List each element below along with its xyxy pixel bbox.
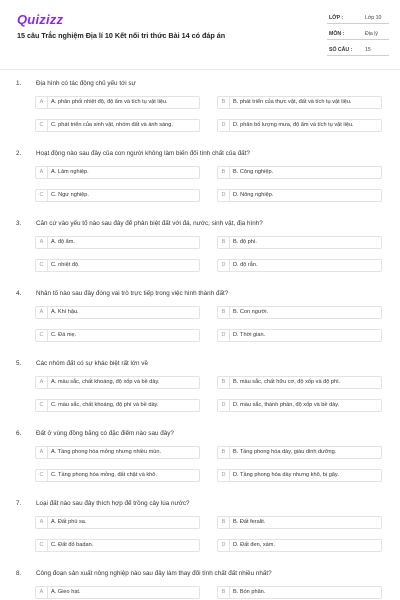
- option-letter-c: C: [36, 260, 48, 271]
- option-letter-b: B: [218, 377, 230, 388]
- answer-option-a[interactable]: [35, 96, 200, 109]
- option-letter-a: A: [36, 307, 48, 318]
- option-text: D. phân bố lượng mưa, độ ẩm và tích tụ vật liệu.: [233, 122, 354, 128]
- option-text: C. Ngư nghiệp.: [51, 192, 89, 198]
- answer-option-a[interactable]: [35, 516, 200, 529]
- option-text: B. Tầng phong hóa dày, giàu dinh dưỡng.: [233, 449, 337, 455]
- meta-label: MÔN :: [329, 31, 345, 37]
- question-number: 1.: [16, 80, 22, 87]
- question-list: [0, 80, 400, 600]
- option-text: C. Tầng phong hóa mỏng, đất chặt và khô.: [51, 472, 157, 478]
- option-text: B. Công nghiệp.: [233, 169, 274, 175]
- question-text: Loại đất nào sau đây thích hợp để trồng cây lúa nước?: [36, 500, 190, 507]
- answer-option-c[interactable]: [35, 399, 200, 412]
- answer-option-b[interactable]: [217, 96, 382, 109]
- option-text: D. màu sắc, thành phần, độ xốp và bề dày.: [233, 402, 340, 408]
- question-item: [0, 500, 400, 570]
- option-letter-a: A: [36, 167, 48, 178]
- option-letter-b: B: [218, 237, 230, 248]
- option-text: A. Khí hậu.: [51, 309, 79, 315]
- option-text: D. Thời gian.: [233, 332, 266, 338]
- answer-option-d[interactable]: [217, 469, 382, 482]
- answer-option-d[interactable]: [217, 329, 382, 342]
- meta-row-count: [327, 44, 389, 56]
- answer-option-d[interactable]: [217, 399, 382, 412]
- option-text: C. Đá mẹ.: [51, 332, 77, 338]
- question-item: [0, 290, 400, 360]
- option-letter-c: C: [36, 190, 48, 201]
- option-letter-d: D: [218, 120, 230, 131]
- question-text: Công đoạn sản xuất nông nghiệp nào sau đây làm thay đổi tính chất đất nhiều nhất?: [36, 570, 272, 577]
- meta-value: Địa lý: [365, 31, 378, 37]
- option-text: A. phân phối nhiệt độ, độ ẩm và tích tụ vật liệu.: [51, 99, 168, 105]
- question-number: 6.: [16, 430, 22, 437]
- answer-option-b[interactable]: [217, 376, 382, 389]
- answer-option-b[interactable]: [217, 446, 382, 459]
- question-number: 5.: [16, 360, 22, 367]
- answer-option-a[interactable]: [35, 306, 200, 319]
- option-letter-d: D: [218, 470, 230, 481]
- question-item: [0, 360, 400, 430]
- option-letter-b: B: [218, 97, 230, 108]
- question-text: Đất ở vùng đồng bằng có đặc điểm nào sau đây?: [36, 430, 174, 437]
- header-divider: [0, 69, 400, 70]
- question-number: 8.: [16, 570, 22, 577]
- meta-value: 15: [365, 47, 371, 53]
- option-text: A. Gieo hạt.: [51, 589, 81, 595]
- question-text: Các nhóm đất có sự khác biệt rất lớn về: [36, 360, 148, 367]
- question-number: 4.: [16, 290, 22, 297]
- page-title: 15 câu Trắc nghiệm Địa lí 10 Kết nối tri thức Bài 14 có đáp án: [17, 31, 226, 40]
- question-item: [0, 570, 400, 600]
- question-text: Nhân tố nào sau đây đóng vai trò trực tiếp trong việc hình thành đất?: [36, 290, 229, 297]
- option-letter-a: A: [36, 447, 48, 458]
- option-letter-d: D: [218, 260, 230, 271]
- answer-option-d[interactable]: [217, 119, 382, 132]
- answer-option-c[interactable]: [35, 539, 200, 552]
- answer-option-d[interactable]: [217, 539, 382, 552]
- answer-option-c[interactable]: [35, 469, 200, 482]
- answer-option-b[interactable]: [217, 586, 382, 599]
- worksheet-meta: [327, 12, 389, 60]
- answer-option-c[interactable]: [35, 259, 200, 272]
- answer-option-d[interactable]: [217, 189, 382, 202]
- meta-row-subject: [327, 28, 389, 40]
- question-item: [0, 220, 400, 290]
- option-text: B. độ phì.: [233, 239, 257, 245]
- question-item: [0, 80, 400, 150]
- question-text: Hoạt động nào sau đây của con người không làm biến đổi tính chất của đất?: [36, 150, 250, 157]
- option-letter-a: A: [36, 377, 48, 388]
- question-text: Căn cứ vào yếu tố nào sau đây để phân biệt đất với đá, nước, sinh vật, địa hình?: [36, 220, 263, 227]
- option-letter-c: C: [36, 540, 48, 551]
- option-letter-d: D: [218, 190, 230, 201]
- answer-option-a[interactable]: [35, 166, 200, 179]
- option-text: D. Nông nghiệp.: [233, 192, 274, 198]
- option-text: C. Đất đỏ badan.: [51, 542, 94, 548]
- option-text: C. nhiệt độ.: [51, 262, 80, 268]
- option-letter-c: C: [36, 400, 48, 411]
- option-text: B. màu sắc, chất hữu cơ, độ xốp và độ phì.: [233, 379, 341, 385]
- answer-option-b[interactable]: [217, 516, 382, 529]
- option-text: C. phát triển của sinh vật, nhóm đất và ánh sáng.: [51, 122, 173, 128]
- option-text: A. độ ẩm.: [51, 239, 75, 245]
- option-text: A. màu sắc, chất khoáng, độ xốp và bề dày.: [51, 379, 160, 385]
- option-text: A. Đất phù sa.: [51, 519, 87, 525]
- option-letter-a: A: [36, 237, 48, 248]
- option-letter-b: B: [218, 517, 230, 528]
- question-number: 7.: [16, 500, 22, 507]
- option-letter-a: A: [36, 587, 48, 598]
- question-item: [0, 430, 400, 500]
- answer-option-a[interactable]: [35, 376, 200, 389]
- answer-option-a[interactable]: [35, 236, 200, 249]
- question-number: 2.: [16, 150, 22, 157]
- question-item: [0, 150, 400, 220]
- answer-option-c[interactable]: [35, 119, 200, 132]
- option-text: B. phát triển của thực vật, đất và tích tụ vật liệu.: [233, 99, 352, 105]
- option-letter-b: B: [218, 587, 230, 598]
- answer-option-b[interactable]: [217, 166, 382, 179]
- worksheet-header: [0, 0, 400, 66]
- option-text: C. màu sắc, chất khoáng, độ phì và bề dày.: [51, 402, 159, 408]
- option-letter-b: B: [218, 447, 230, 458]
- option-text: B. Con người.: [233, 309, 269, 315]
- option-text: D. độ rắn.: [233, 262, 258, 268]
- option-letter-b: B: [218, 307, 230, 318]
- option-text: A. Tầng phong hóa mỏng nhưng nhiều mùn.: [51, 449, 162, 455]
- meta-row-grade: [327, 12, 389, 24]
- question-text: Địa hình có tác động chủ yếu tới sự: [36, 80, 136, 87]
- option-text: D. Đất đen, xám.: [233, 542, 275, 548]
- meta-label: LỚP :: [329, 15, 344, 21]
- option-letter-c: C: [36, 470, 48, 481]
- answer-option-b[interactable]: [217, 306, 382, 319]
- option-letter-b: B: [218, 167, 230, 178]
- option-letter-a: A: [36, 97, 48, 108]
- option-letter-a: A: [36, 517, 48, 528]
- option-letter-d: D: [218, 540, 230, 551]
- option-letter-d: D: [218, 400, 230, 411]
- meta-value: Lớp 10: [365, 15, 382, 21]
- answer-option-d[interactable]: [217, 259, 382, 272]
- option-text: D. Tầng phong hóa dày nhưng khô, bị gãy.: [233, 472, 339, 478]
- option-letter-c: C: [36, 330, 48, 341]
- option-text: A. Lâm nghiệp.: [51, 169, 89, 175]
- answer-option-c[interactable]: [35, 329, 200, 342]
- option-letter-d: D: [218, 330, 230, 341]
- answer-option-c[interactable]: [35, 189, 200, 202]
- quizizz-logo[interactable]: Quizizz: [17, 12, 64, 27]
- option-text: B. Đất feralit.: [233, 519, 266, 525]
- option-letter-c: C: [36, 120, 48, 131]
- question-number: 3.: [16, 220, 22, 227]
- answer-option-a[interactable]: [35, 446, 200, 459]
- option-text: B. Bón phân.: [233, 589, 266, 595]
- meta-label: SỐ CÂU :: [329, 47, 353, 53]
- answer-option-a[interactable]: [35, 586, 200, 599]
- answer-option-b[interactable]: [217, 236, 382, 249]
